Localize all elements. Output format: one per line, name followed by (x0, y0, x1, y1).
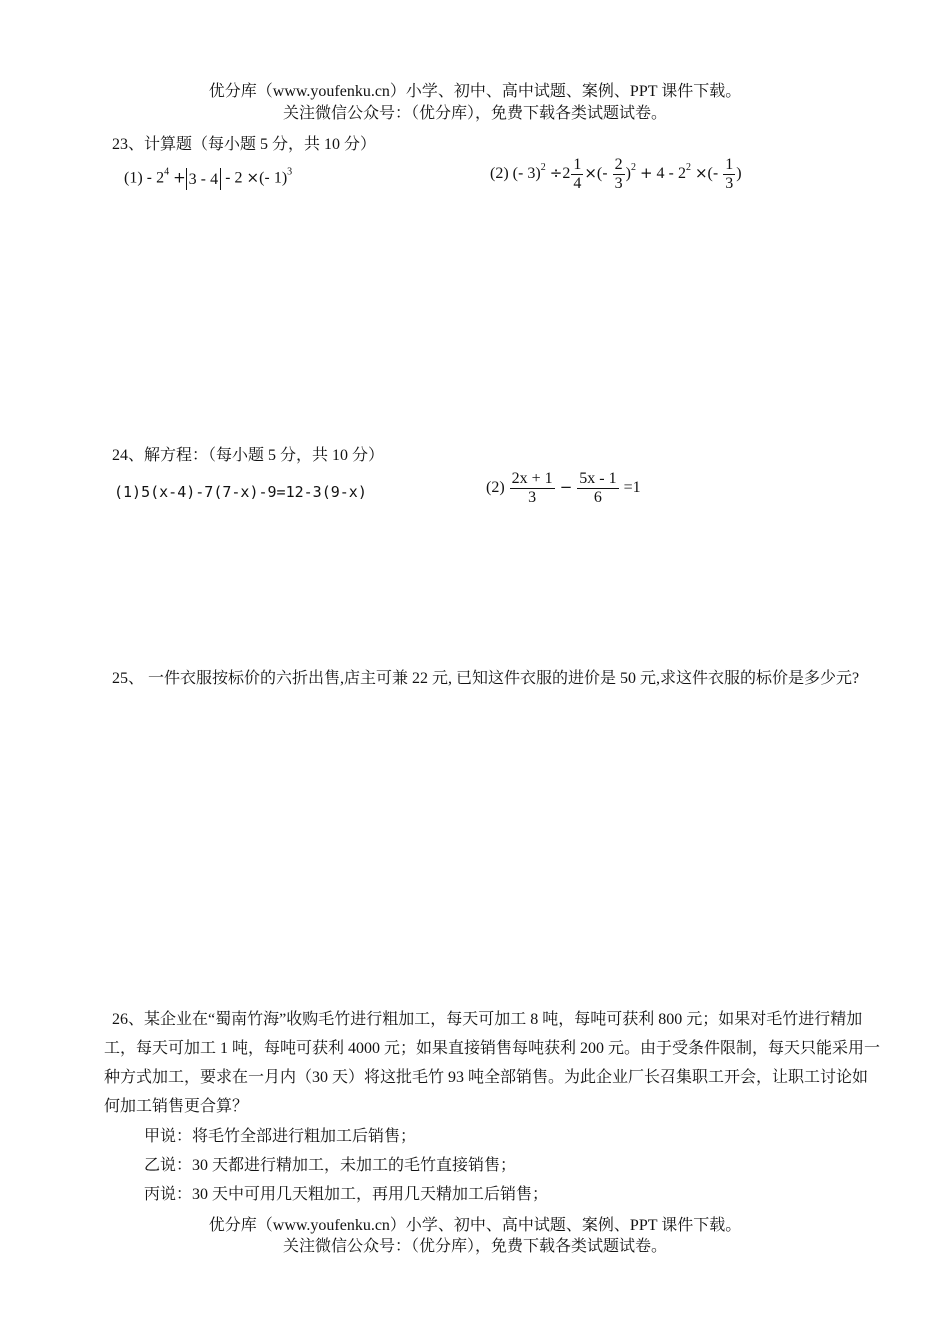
fraction-numerator-1: 2x + 1 (511, 470, 553, 487)
fraction-numerator-2: 5x - 1 (579, 470, 617, 487)
header-line-2: 关注微信公众号：（优分库），免费下载各类试题试卷。 (282, 105, 667, 122)
equation-rhs: =1 (623, 479, 641, 497)
question-23-part-1: $(1) - 2^4 + 3 - 4 - 2$ ×(- 1)$^3$ (124, 166, 293, 188)
question-23-title: 23、计算题（每小题 5 分，共 10 分） (112, 136, 377, 153)
footer-line-2: 关注微信公众号：（优分库），免费下载各类试题试卷。 (282, 1238, 667, 1255)
question-26: 26、某企业在“蜀南竹海”收购毛竹进行粗加工，每天可加工 8 吨，每吨可获利 800 元；如果对毛竹进行精加工，每天可加工 1 吨，每吨可获利 4000 元；如果直接销售每吨获利 200 元。由于受条件限制，每天只能采用一种方式加工，要求在一月内（30 天）将这批毛竹 93 吨全部销售。为此企业厂长召集职工开会，让职工讨论如何加工销售更合算？ (104, 1011, 881, 1115)
question-25: 25、 一件衣服按标价的六折出售,店主可兼 22 元, 已知这件衣服的进价是 50 元,求这件衣服的标价是多少元? (112, 670, 860, 687)
question-23-part-2: (2) (- 3)$^2$ ÷2 $\frac{1}{4}$ ×(- $\frac{2}{3}$ )$^2 + 4 - 2^2$ ×(- $\frac{1}{3}$ ) (490, 156, 742, 192)
question-24-title: 24、解方程：（每小题 5 分，共 10 分） (112, 447, 385, 464)
question-24-part-2: (2) $\frac{2x + 1}{3}$ − $\frac{5x - 1}{6}$ =1 (486, 470, 641, 506)
opinion-jia: 甲说：将毛竹全部进行粗加工后销售； (144, 1128, 417, 1145)
header-line-1: 优分库（www.youfenku.cn）小学、初中、高中试题、案例、PPT 课件下载。 (208, 83, 742, 100)
fraction-denominator-2: 6 (577, 488, 618, 507)
fraction-denominator-1: 3 (510, 488, 555, 507)
part-label: (1) (124, 169, 143, 187)
question-24-part-1: (1)5(x-4)-7(7-x)-9=12-3(9-x) (114, 483, 367, 501)
opinion-bing: 丙说：30 天中可用几天粗加工，再用几天精加工后销售； (144, 1186, 549, 1203)
part-label: (2) (486, 479, 505, 497)
footer-line-1: 优分库（www.youfenku.cn）小学、初中、高中试题、案例、PPT 课件下载。 (208, 1217, 742, 1234)
part-label: (2) (490, 165, 509, 183)
opinion-yi: 乙说：30 天都进行精加工，未加工的毛竹直接销售； (144, 1157, 517, 1174)
